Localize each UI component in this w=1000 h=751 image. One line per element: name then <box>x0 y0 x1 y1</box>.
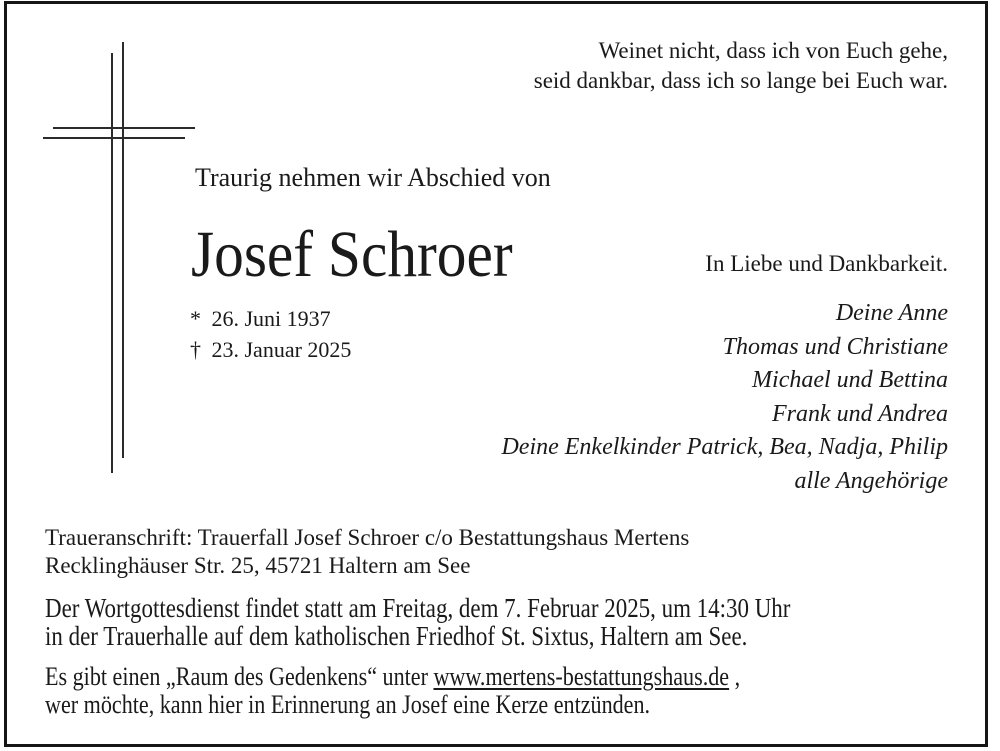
mourning-address-line-1: Traueranschrift: Trauerfall Josef Schroer c/o Bestattungshaus Mertens <box>45 525 690 550</box>
life-dates <box>190 303 351 365</box>
birth-date: 26. Juni 1937 <box>211 306 331 331</box>
mourners-list <box>501 297 948 498</box>
memorial-text-before-link: Es gibt einen „Raum des Gedenkens“ unter <box>45 662 434 691</box>
mourner-line: alle Angehörige <box>794 467 948 494</box>
mourning-address-block <box>45 524 689 580</box>
mourner-line: Thomas und Christiane <box>722 333 948 360</box>
funeral-service-line-1: Der Wortgottesdienst findet statt am Freitag, dem 7. Februar 2025, um 14:30 Uhr <box>45 593 791 623</box>
memorial-room-line-1 <box>45 663 740 691</box>
announcement-intro: Traurig nehmen wir Abschied von <box>195 163 551 192</box>
funeral-service-block <box>45 594 790 650</box>
mourner-line: Deine Enkelkinder Patrick, Bea, Nadja, Philip <box>501 434 948 460</box>
memorial-room-line-2: wer möchte, kann hier in Erinnerung an Josef eine Kerze entzünden. <box>45 690 651 719</box>
death-date: 23. Januar 2025 <box>211 337 352 362</box>
cross-horizontal-line-upper <box>53 127 195 129</box>
memorial-text-after-link: , <box>729 662 741 691</box>
mourner-line: Deine Anne <box>835 300 948 326</box>
funeral-service-line-2: in der Trauerhalle auf dem katholischen Friedhof St. Sixtus, Haltern am See. <box>45 621 748 651</box>
memorial-room-block <box>45 663 740 719</box>
born-symbol: * <box>190 306 201 331</box>
memorial-website-link[interactable]: www.mertens-bestattungshaus.de <box>433 662 730 691</box>
mourner-line: Michael und Bettina <box>752 367 948 393</box>
cross-vertical-line-left <box>111 53 113 473</box>
epitaph-line-1: Weinet nicht, dass ich von Euch gehe, <box>598 38 948 63</box>
cross-horizontal-line-lower <box>43 137 185 139</box>
birth-date-line <box>190 303 351 334</box>
mourner-line: Frank und Andrea <box>772 400 948 427</box>
death-date-line <box>190 334 351 365</box>
cross-vertical-line-right <box>122 42 124 458</box>
epitaph-quote <box>534 36 948 96</box>
epitaph-line-2: seid dankbar, dass ich so lange bei Euch war. <box>533 68 948 93</box>
mourning-address-line-2: Recklinghäuser Str. 25, 45721 Haltern am See <box>45 553 471 578</box>
tribute-line: In Liebe und Dankbarkeit. <box>705 251 948 276</box>
deceased-name: Josef Schroer <box>191 218 513 291</box>
died-cross-symbol: † <box>190 337 201 362</box>
